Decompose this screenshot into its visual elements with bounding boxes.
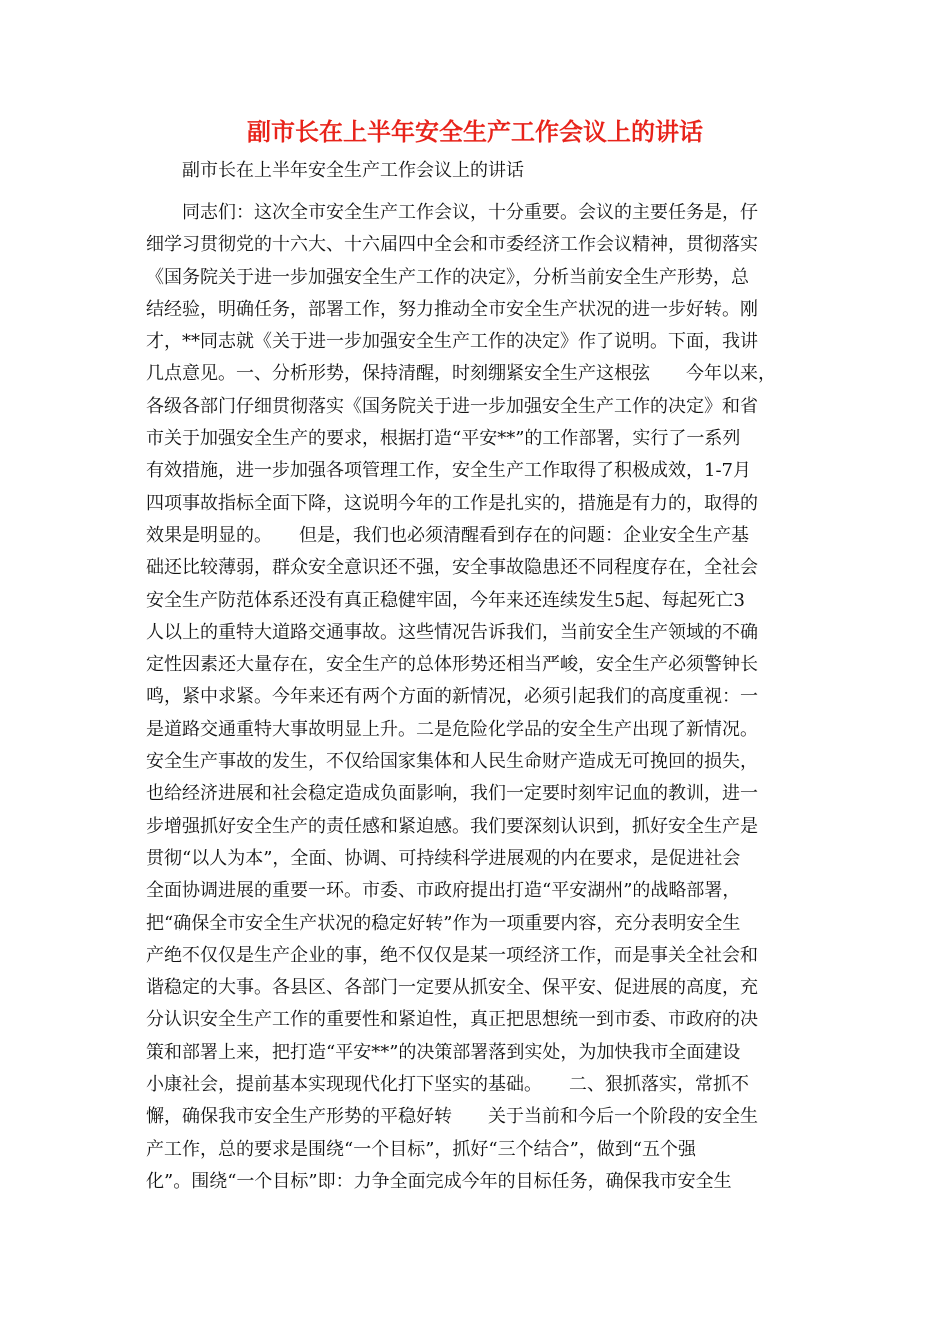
body-line: 是道路交通重特大事故明显上升。二是危险化学品的安全生产出现了新情况。 <box>146 718 758 740</box>
body-line: 市关于加强安全生产的要求，根据打造“平安**”的工作部署，实行了一系列 <box>146 428 741 450</box>
body-line: 安全生产防范体系还没有真正稳健牢固，今年来还连续发生5起、每起死亡3 <box>146 589 745 611</box>
body-line: 《国务院关于进一步加强安全生产工作的决定》，分析当前安全生产形势，总 <box>146 266 749 288</box>
body-line: 定性因素还大量存在，安全生产的总体形势还相当严峻，安全生产必须警钟长 <box>146 654 758 676</box>
body-line: 产绝不仅仅是生产企业的事，绝不仅仅是某一项经济工作，而是事关全社会和 <box>146 944 758 966</box>
body-line: 结经验，明确任务，部署工作，努力推动全市安全生产状况的进一步好转。刚 <box>146 298 758 320</box>
body-line: 贯彻“以人为本”，全面、协调、可持续科学进展观的内在要求，是促进社会 <box>146 847 741 869</box>
body-line: 鸣，紧中求紧。今年来还有两个方面的新情况，必须引起我们的高度重视：一 <box>146 686 758 708</box>
body-line: 础还比较薄弱，群众安全意识还不强，安全事故隐患还不同程度存在，全社会 <box>146 557 758 579</box>
body-line: 化”。围绕“一个目标”即：力争全面完成今年的目标任务，确保我市安全生 <box>146 1170 732 1192</box>
body-line: 各级各部门仔细贯彻落实《国务院关于进一步加强安全生产工作的决定》和省 <box>146 395 758 417</box>
body-line: 安全生产事故的发生，不仅给国家集体和人民生命财产造成无可挽回的损失， <box>146 751 758 773</box>
body-line: 也给经济进展和社会稳定造成负面影响，我们一定要时刻牢记血的教训，进一 <box>146 783 758 805</box>
body-line: 懈，确保我市安全生产形势的平稳好转 关于当前和今后一个阶段的安全生 <box>146 1106 758 1128</box>
document-body <box>146 197 806 1198</box>
body-line: 产工作，总的要求是围绕“一个目标”，抓好“三个结合”，做到“五个强 <box>146 1138 697 1160</box>
body-line: 几点意见。一、分析形势，保持清醒，时刻绷紧安全生产这根弦 今年以来， <box>146 363 776 385</box>
document-subtitle: 副市长在上半年安全生产工作会议上的讲话 <box>182 160 524 181</box>
body-line: 策和部署上来，把打造“平安**”的决策部署落到实处，为加快我市全面建设 <box>146 1041 741 1063</box>
body-line: 步增强抓好安全生产的责任感和紧迫感。我们要深刻认识到，抓好安全生产是 <box>146 815 758 837</box>
body-line: 人以上的重特大道路交通事故。这些情况告诉我们，当前安全生产领域的不确 <box>146 621 758 643</box>
body-line: 同志们：这次全市安全生产工作会议，十分重要。会议的主要任务是，仔 <box>146 202 758 223</box>
document-title: 副市长在上半年安全生产工作会议上的讲话 <box>247 118 703 146</box>
body-line: 细学习贯彻党的十六大、十六届四中全会和市委经济工作会议精神，贯彻落实 <box>146 234 758 256</box>
body-line: 分认识安全生产工作的重要性和紧迫性，真正把思想统一到市委、市政府的决 <box>146 1009 758 1031</box>
body-line: 谐稳定的大事。各县区、各部门一定要从抓安全、保平安、促进展的高度，充 <box>146 977 758 999</box>
body-line: 效果是明显的。 但是，我们也必须清醒看到存在的问题：企业安全生产基 <box>146 524 749 546</box>
body-line: 全面协调进展的重要一环。市委、市政府提出打造“平安湖州”的战略部署， <box>146 880 741 902</box>
body-line: 把“确保全市安全生产状况的稳定好转”作为一项重要内容，充分表明安全生 <box>146 912 741 934</box>
body-line: 才，**同志就《关于进一步加强安全生产工作的决定》作了说明。下面，我讲 <box>146 331 758 353</box>
body-line: 小康社会，提前基本实现现代化打下坚实的基础。 二、狠抓落实，常抓不 <box>146 1074 749 1096</box>
body-line: 四项事故指标全面下降，这说明今年的工作是扎实的，措施是有力的，取得的 <box>146 492 758 514</box>
body-line: 有效措施，进一步加强各项管理工作，安全生产工作取得了积极成效，1-7月 <box>146 460 751 482</box>
